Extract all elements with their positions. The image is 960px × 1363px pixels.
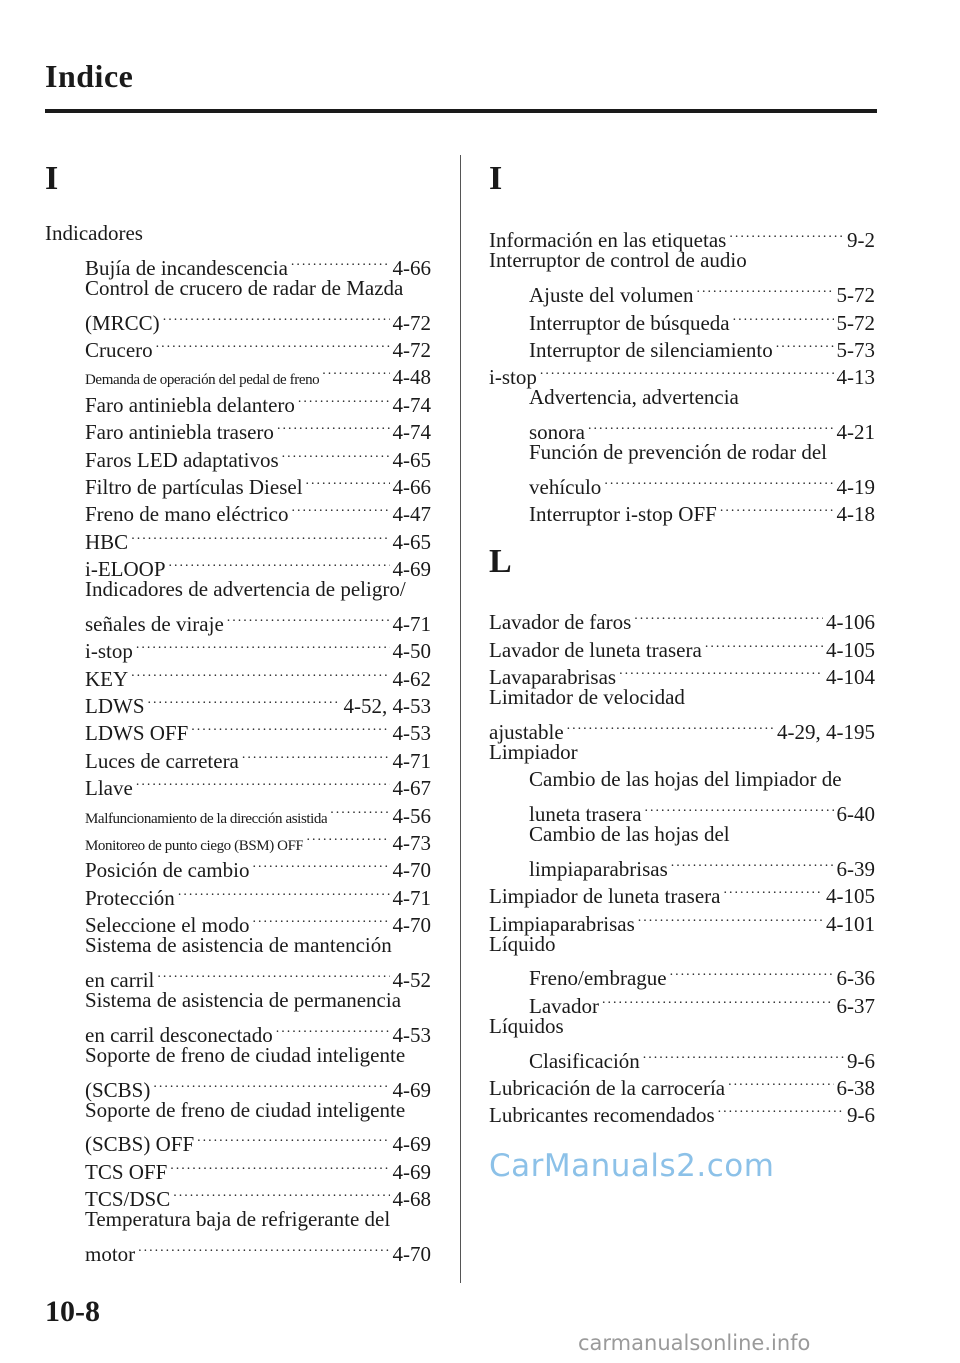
index-entry bbox=[489, 931, 875, 958]
entry-text: Limpiador bbox=[489, 739, 578, 764]
entry-text: KEY bbox=[85, 666, 129, 691]
entry-text: TCS OFF bbox=[85, 1159, 168, 1184]
dot-leader bbox=[540, 357, 834, 384]
entry-page-ref: 4-62 bbox=[392, 666, 431, 691]
entry-page-ref: 4-74 bbox=[392, 392, 431, 417]
entry-page-ref: 4-53 bbox=[392, 1022, 431, 1047]
entry-text: señales de viraje bbox=[85, 611, 224, 636]
entry-page-ref: 4-21 bbox=[836, 420, 875, 445]
entry-page-ref: 6-40 bbox=[836, 802, 875, 827]
entry-page-ref: 6-36 bbox=[836, 966, 875, 991]
index-entry bbox=[45, 603, 431, 636]
entry-text: Advertencia, advertencia bbox=[529, 385, 739, 410]
entry-text: Sistema de asistencia de mantención bbox=[85, 933, 392, 958]
entry-text: Clasificación bbox=[529, 1048, 640, 1073]
dot-leader bbox=[619, 657, 823, 684]
dot-leader bbox=[170, 1151, 389, 1178]
entry-page-ref: 5-73 bbox=[836, 337, 875, 362]
entry-text: limpiaparabrisas bbox=[529, 856, 668, 881]
entry-text: Soporte de freno de ciudad inteligente bbox=[85, 1042, 406, 1067]
dot-leader bbox=[720, 494, 834, 521]
section-letter: I bbox=[489, 160, 503, 197]
entry-page-ref: 4-72 bbox=[392, 310, 431, 335]
index-entry bbox=[489, 684, 875, 711]
entry-text: i-ELOOP bbox=[85, 557, 166, 582]
entry-text: Llave bbox=[85, 776, 133, 801]
entry-page-ref: 6-37 bbox=[836, 993, 875, 1018]
entry-text: Temperatura baja de refrigerante del bbox=[85, 1207, 391, 1232]
index-entry bbox=[489, 1040, 875, 1073]
entry-text: Lavador de faros bbox=[489, 610, 632, 635]
entry-text: Freno/embrague bbox=[529, 966, 667, 991]
entry-text: Faros LED adaptativos bbox=[85, 447, 279, 472]
entry-text: Interruptor de búsqueda bbox=[529, 310, 730, 335]
dot-leader bbox=[733, 302, 834, 329]
entry-text: Lavaparabrisas bbox=[489, 665, 617, 690]
entry-page-ref: 6-39 bbox=[836, 856, 875, 881]
entry-page-ref: 4-70 bbox=[392, 913, 431, 938]
entry-text: Sistema de asistencia de permanencia bbox=[85, 987, 402, 1012]
entry-page-ref: 4-71 bbox=[392, 748, 431, 773]
entry-text: Función de prevención de rodar del bbox=[529, 440, 827, 465]
entry-page-ref: 4-19 bbox=[836, 474, 875, 499]
entry-text: Interruptor de control de audio bbox=[489, 248, 747, 273]
entry-page-ref: 4-69 bbox=[392, 557, 431, 582]
index-entries bbox=[489, 602, 875, 1128]
entry-page-ref: 4-71 bbox=[392, 885, 431, 910]
dot-leader bbox=[728, 1068, 833, 1095]
entry-text: luneta trasera bbox=[529, 802, 642, 827]
index-entry bbox=[45, 1042, 431, 1069]
entry-text: Monitoreo de punto ciego (BSM) OFF bbox=[85, 837, 304, 854]
dot-leader bbox=[227, 603, 390, 630]
entry-page-ref: 4-67 bbox=[392, 776, 431, 801]
dot-leader bbox=[136, 768, 390, 795]
dot-leader bbox=[306, 823, 389, 850]
entry-page-ref: 4-71 bbox=[392, 611, 431, 636]
entry-page-ref: 4-72 bbox=[392, 337, 431, 362]
entry-text: Lubricantes recomendados bbox=[489, 1103, 715, 1128]
entry-page-ref: 4-18 bbox=[836, 502, 875, 527]
entry-text: en carril bbox=[85, 967, 155, 992]
index-entry bbox=[45, 275, 431, 302]
entry-page-ref: 9-6 bbox=[847, 1103, 875, 1128]
entry-text: TCS/DSC bbox=[85, 1187, 171, 1212]
entry-page-ref: 9-6 bbox=[847, 1048, 875, 1073]
index-entry bbox=[45, 1014, 431, 1047]
dot-leader bbox=[729, 220, 844, 247]
dot-leader bbox=[671, 849, 834, 876]
entry-text: Limpiador de luneta trasera bbox=[489, 884, 721, 909]
entry-page-ref: 4-66 bbox=[392, 474, 431, 499]
dot-leader bbox=[136, 631, 390, 658]
index-entry bbox=[489, 602, 875, 635]
dot-leader bbox=[242, 740, 390, 767]
index-entry bbox=[489, 467, 875, 499]
dot-leader bbox=[131, 658, 389, 685]
entry-page-ref: 4-105 bbox=[826, 637, 875, 662]
dot-leader bbox=[252, 905, 389, 932]
index-entry bbox=[489, 849, 875, 881]
index-entry bbox=[489, 247, 875, 274]
dot-leader bbox=[322, 357, 389, 384]
entry-page-ref: 4-47 bbox=[392, 502, 431, 527]
entry-text: en carril desconectado bbox=[85, 1022, 273, 1047]
entry-text: Líquidos bbox=[489, 1013, 564, 1038]
column-divider bbox=[460, 155, 461, 1283]
dot-leader bbox=[718, 1095, 844, 1122]
entry-page-ref: 4-66 bbox=[392, 255, 431, 280]
dot-leader bbox=[191, 713, 389, 740]
dot-leader bbox=[153, 1069, 389, 1096]
entry-page-ref: 4-68 bbox=[392, 1187, 431, 1212]
entry-text: Protección bbox=[85, 885, 175, 910]
entry-text: LDWS OFF bbox=[85, 721, 189, 746]
entry-page-ref: 4-69 bbox=[392, 1159, 431, 1184]
entry-text: (SCBS) bbox=[85, 1077, 151, 1102]
index-entry bbox=[45, 1097, 431, 1124]
index-entry bbox=[45, 247, 431, 280]
entry-text: ajustable bbox=[489, 719, 564, 744]
dot-leader bbox=[604, 467, 833, 494]
entry-page-ref: 4-106 bbox=[826, 610, 875, 635]
page-number: 10-8 bbox=[45, 1295, 100, 1328]
entry-page-ref: 4-53 bbox=[392, 721, 431, 746]
dot-leader bbox=[277, 412, 390, 439]
entry-page-ref: 4-69 bbox=[392, 1132, 431, 1157]
dot-leader bbox=[696, 275, 833, 302]
entry-text: Freno de mano eléctrico bbox=[85, 502, 289, 527]
entry-page-ref: 6-38 bbox=[836, 1076, 875, 1101]
index-entry bbox=[489, 958, 875, 991]
dot-leader bbox=[138, 1233, 389, 1260]
entry-text: Faro antiniebla delantero bbox=[85, 392, 295, 417]
dot-leader bbox=[330, 795, 389, 822]
entry-text: Limpiaparabrisas bbox=[489, 911, 635, 936]
index-entry bbox=[45, 1233, 431, 1266]
entry-page-ref: 4-56 bbox=[392, 803, 431, 828]
dot-leader bbox=[645, 794, 834, 821]
index-entry bbox=[45, 1069, 431, 1102]
entry-text: sonora bbox=[529, 420, 585, 445]
entry-text: vehículo bbox=[529, 474, 602, 499]
entry-text: Lavador bbox=[529, 993, 599, 1018]
entry-text: Cambio de las hojas del bbox=[529, 822, 730, 847]
index-entry bbox=[45, 932, 431, 959]
dot-leader bbox=[148, 686, 341, 713]
index-entry bbox=[489, 357, 875, 390]
entry-page-ref: 4-29, 4-195 bbox=[777, 719, 875, 744]
dot-leader bbox=[567, 712, 774, 739]
dot-leader bbox=[173, 1179, 389, 1206]
entry-text: Malfuncionamiento de la dirección asistida bbox=[85, 810, 328, 827]
entry-page-ref: 4-52, 4-53 bbox=[343, 694, 431, 719]
entry-page-ref: 4-50 bbox=[392, 639, 431, 664]
entry-page-ref: 5-72 bbox=[836, 310, 875, 335]
dot-leader bbox=[252, 850, 389, 877]
entry-text: Faro antiniebla trasero bbox=[85, 420, 274, 445]
index-entry bbox=[45, 302, 431, 335]
entry-page-ref: 4-13 bbox=[836, 365, 875, 390]
dot-leader bbox=[602, 985, 834, 1012]
index-entries bbox=[45, 220, 431, 1266]
entry-page-ref: 4-70 bbox=[392, 858, 431, 883]
entry-text: Interruptor de silenciamiento bbox=[529, 337, 773, 362]
entry-text: Control de crucero de radar de Mazda bbox=[85, 275, 404, 300]
dot-leader bbox=[156, 330, 390, 357]
entry-text: (SCBS) OFF bbox=[85, 1132, 195, 1157]
entry-text: Ajuste del volumen bbox=[529, 283, 694, 308]
entry-text: Bujía de incandescencia bbox=[85, 255, 288, 280]
dot-leader bbox=[306, 467, 390, 494]
entry-text: Demanda de operación del pedal de freno bbox=[85, 372, 320, 389]
entry-text: Líquido bbox=[489, 931, 556, 956]
dot-leader bbox=[776, 330, 834, 357]
dot-leader bbox=[131, 521, 389, 548]
entry-text: HBC bbox=[85, 529, 129, 554]
entry-page-ref: 9-2 bbox=[847, 228, 875, 253]
dot-leader bbox=[163, 302, 390, 329]
watermark-logo: CarManuals2.com bbox=[489, 1148, 775, 1184]
index-entries bbox=[489, 220, 875, 527]
dot-leader bbox=[723, 876, 823, 903]
dot-leader bbox=[705, 629, 823, 656]
index-entry bbox=[489, 821, 875, 848]
entry-page-ref: 4-69 bbox=[392, 1077, 431, 1102]
dot-leader bbox=[588, 412, 834, 439]
entry-text: Cambio de las hojas del limpiador de bbox=[529, 767, 842, 792]
entry-text: motor bbox=[85, 1241, 136, 1266]
entry-page-ref: 4-65 bbox=[392, 447, 431, 472]
entry-text: Posición de cambio bbox=[85, 858, 250, 883]
entry-text: Luces de carretera bbox=[85, 748, 239, 773]
entry-text: Crucero bbox=[85, 337, 153, 362]
entry-page-ref: 4-73 bbox=[392, 830, 431, 855]
entry-page-ref: 4-70 bbox=[392, 1241, 431, 1266]
index-entry bbox=[489, 412, 875, 445]
entry-text: (MRCC) bbox=[85, 310, 160, 335]
index-entry bbox=[45, 1124, 431, 1157]
index-entry bbox=[489, 794, 875, 827]
entry-text: i-stop bbox=[489, 365, 537, 390]
index-entry bbox=[489, 766, 875, 793]
entry-text: Lavador de luneta trasera bbox=[489, 637, 702, 662]
dot-leader bbox=[291, 247, 390, 274]
entry-text: Soporte de freno de ciudad inteligente bbox=[85, 1097, 406, 1122]
page-header-title: Indice bbox=[45, 58, 134, 94]
site-mark: carmanualsonline.info bbox=[578, 1331, 811, 1355]
index-entry bbox=[489, 712, 875, 744]
entry-text: Filtro de partículas Diesel bbox=[85, 474, 303, 499]
entry-page-ref: 4-101 bbox=[826, 911, 875, 936]
entry-text: Indicadores bbox=[45, 221, 143, 245]
entry-text: Lubricación de la carrocería bbox=[489, 1076, 726, 1101]
entry-page-ref: 4-65 bbox=[392, 529, 431, 554]
dot-leader bbox=[638, 903, 823, 930]
header-rule bbox=[45, 109, 877, 113]
dot-leader bbox=[634, 602, 823, 629]
index-entry bbox=[489, 1013, 875, 1040]
dot-leader bbox=[298, 384, 390, 411]
entry-page-ref: 4-48 bbox=[392, 365, 431, 390]
entry-page-ref: 4-104 bbox=[826, 665, 875, 690]
index-entry bbox=[489, 275, 875, 308]
index-entry bbox=[45, 960, 431, 992]
index-entry bbox=[489, 384, 875, 411]
index-entry bbox=[45, 576, 431, 603]
index-entry bbox=[489, 220, 875, 253]
dot-leader bbox=[643, 1040, 844, 1067]
dot-leader bbox=[282, 439, 390, 466]
dot-leader bbox=[169, 549, 390, 576]
entry-text: Indicadores de advertencia de peligro/ bbox=[85, 577, 406, 602]
entry-text: Limitador de velocidad bbox=[489, 685, 685, 710]
entry-text: Seleccione el modo bbox=[85, 913, 250, 938]
section-letter: L bbox=[489, 543, 512, 580]
entry-text: LDWS bbox=[85, 694, 145, 719]
index-entry bbox=[45, 987, 431, 1014]
dot-leader bbox=[157, 960, 389, 987]
entry-text: i-stop bbox=[85, 639, 133, 664]
entry-page-ref: 4-105 bbox=[826, 884, 875, 909]
entry-text: Información en las etiquetas bbox=[489, 228, 727, 253]
section-letter: I bbox=[45, 160, 59, 197]
dot-leader bbox=[276, 1014, 390, 1041]
dot-leader bbox=[292, 494, 390, 521]
entry-page-ref: 4-74 bbox=[392, 420, 431, 445]
index-entry bbox=[45, 220, 431, 247]
dot-leader bbox=[670, 958, 834, 985]
index-entry bbox=[45, 1206, 431, 1233]
dot-leader bbox=[178, 877, 390, 904]
index-entry bbox=[489, 439, 875, 466]
entry-page-ref: 4-52 bbox=[392, 967, 431, 992]
entry-text: Interruptor i-stop OFF bbox=[529, 502, 717, 527]
dot-leader bbox=[197, 1124, 389, 1151]
entry-page-ref: 5-72 bbox=[836, 283, 875, 308]
